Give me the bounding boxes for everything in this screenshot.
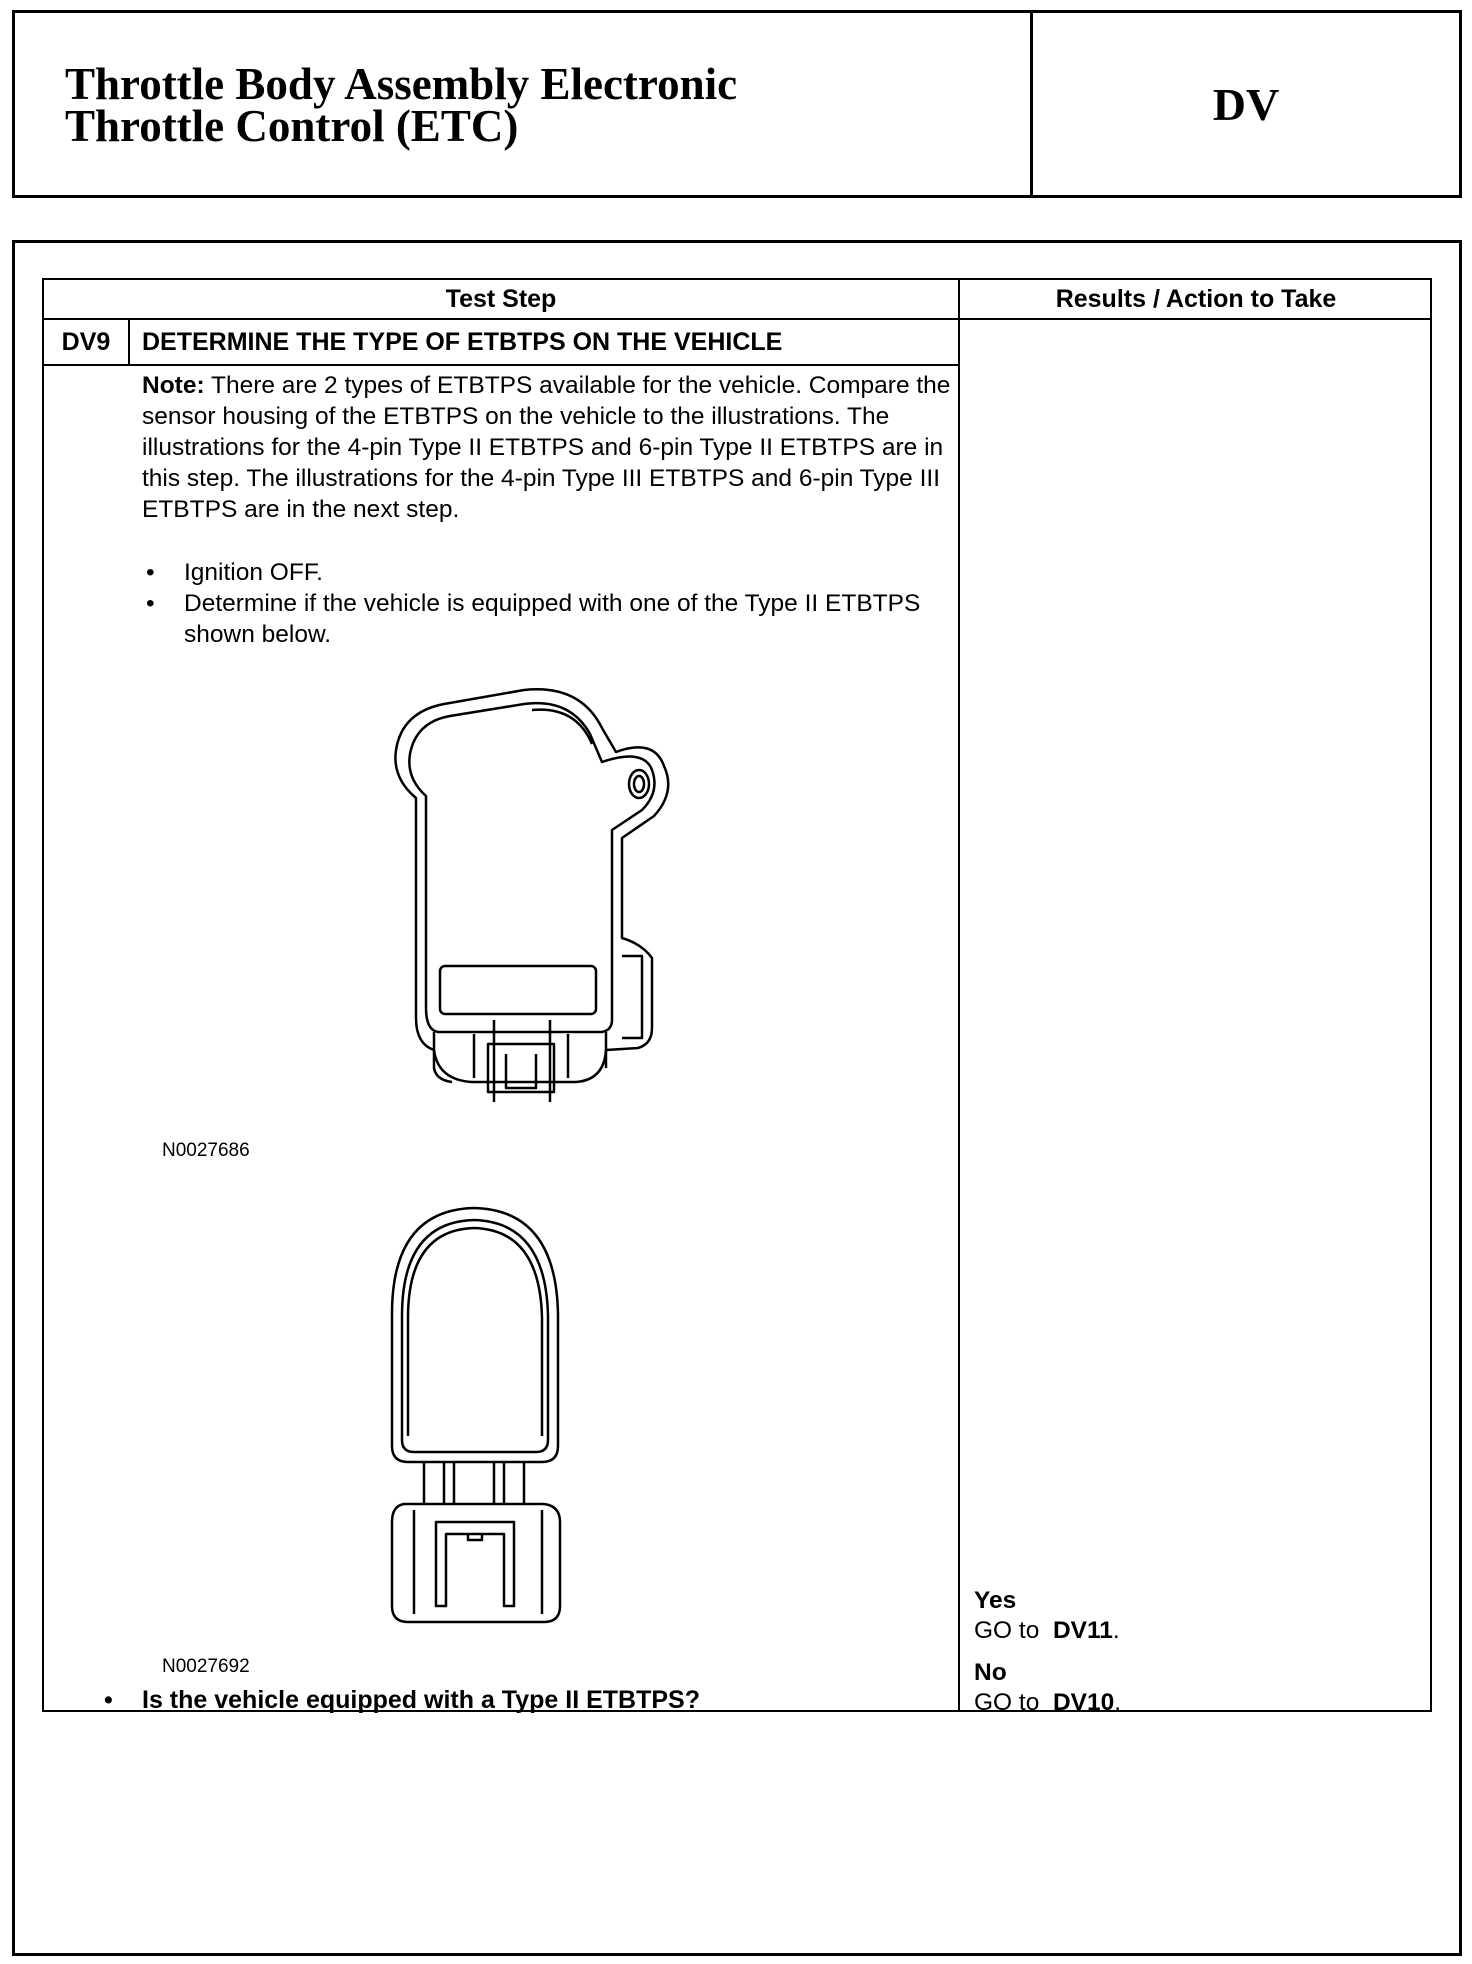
figure-id-2: N0027692	[162, 1656, 250, 1677]
instruction-item: • Ignition OFF.	[142, 557, 962, 588]
step-id-divider	[128, 320, 130, 364]
section-code: DV	[1212, 78, 1280, 130]
result-yes: Yes GO to DV11.	[974, 1587, 1120, 1644]
result-yes-label: Yes	[974, 1587, 1017, 1614]
step-note	[142, 370, 962, 525]
page-title	[65, 59, 738, 151]
note-text: There are 2 types of ETBTPS available for the vehicle. Compare the sensor housing of the ETBTPS on the vehicle to the illustrations. The illustrations for the 4-pin Type II ETBTPS and 6-pin Type II ETBTPS are in this step. The illustrations for the 4-pin Type III ETBTPS and 6-pin Type III ETBTPS are in the next step.	[142, 372, 951, 523]
title-line-1: Throttle Body Assembly Electronic	[65, 59, 738, 109]
result-no-target[interactable]: DV10	[1052, 1689, 1115, 1716]
title-line-2: Throttle Control (ETC)	[65, 101, 519, 151]
etbtps-6pin-illustration	[374, 1204, 594, 1628]
instruction-item: • Determine if the vehicle is equipped with one of the Type II ETBTPS shown below.	[142, 588, 962, 650]
step-id: DV9	[61, 327, 111, 356]
column-header-results: Results / Action to Take	[1055, 284, 1337, 313]
result-no-action: GO to	[974, 1689, 1040, 1716]
step-title: DETERMINE THE TYPE OF ETBTPS ON THE VEHICLE	[142, 327, 783, 356]
result-no: No GO to DV10.	[974, 1659, 1122, 1716]
step-title-divider	[44, 364, 960, 366]
step-instructions	[142, 557, 962, 650]
header-box	[12, 10, 1462, 198]
note-label: Note:	[142, 372, 205, 399]
result-yes-action: GO to	[974, 1617, 1040, 1644]
test-step-table	[42, 278, 1432, 1716]
figure-id-1: N0027686	[162, 1140, 250, 1161]
result-yes-target[interactable]: DV11	[1052, 1617, 1113, 1644]
etbtps-4pin-illustration	[354, 688, 714, 1108]
column-header-test-step: Test Step	[445, 284, 557, 313]
step-question: • Is the vehicle equipped with a Type II ETBTPS?	[142, 1686, 700, 1715]
result-no-label: No	[974, 1659, 1007, 1686]
